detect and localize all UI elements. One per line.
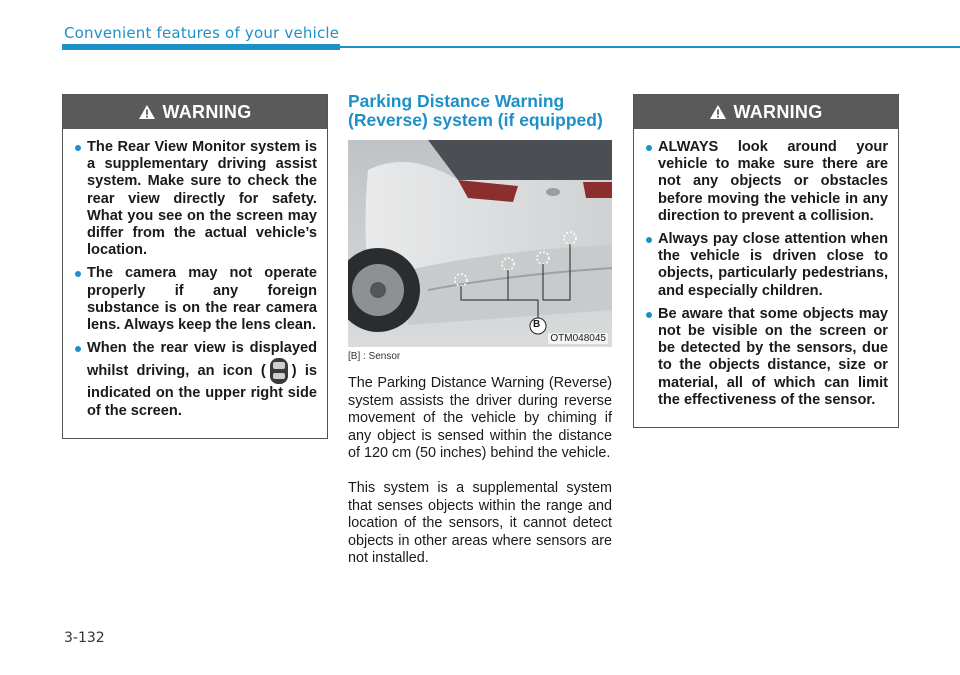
left-warning-box — [62, 94, 328, 439]
image-code: OTM048045 — [550, 333, 606, 344]
chapter-title: Convenient features of your vehicle — [64, 24, 340, 42]
suv-rear-illustration — [348, 140, 612, 347]
left-warning-header — [63, 95, 327, 129]
left-warning-item-2: The camera may not operate properly if any foreign substance is on the rear camera lens. Always keep the lens clean. — [75, 265, 317, 334]
header-rule-thick — [62, 44, 340, 50]
right-warning-box — [633, 94, 899, 428]
section-title: Parking Distance Warning (Reverse) system (if equipped) — [348, 91, 603, 130]
image-caption: [B] : Sensor — [348, 351, 401, 362]
page-number: 3-132 — [64, 630, 105, 646]
right-warning-header — [634, 95, 898, 129]
image-marker-b: B — [533, 319, 541, 330]
right-warning-heading: WARNING — [733, 101, 823, 122]
right-warning-item-3: Be aware that some objects may not be visible on the screen or be detected by the sensors, due to the objects distance, size or material, all of which can limit the effectiveness of the sensor. — [646, 306, 888, 409]
section-paragraph-2: This system is a supplemental system that senses objects within the range and location of the sensors, it cannot detect objects in other areas where sensors are not installed. — [348, 480, 612, 567]
left-warning-item-3-start: When the rear view is displayed whilst driving, an icon ( — [87, 340, 317, 380]
rear-camera-car-icon — [268, 357, 290, 385]
left-warning-list — [63, 129, 327, 438]
left-warning-heading: WARNING — [162, 101, 252, 122]
right-warning-item-2: Always pay close attention when the vehicle is driven close to objects, particularly pedestrians, and especially children. — [646, 231, 888, 300]
warning-triangle-icon — [709, 104, 727, 120]
warning-triangle-icon — [138, 104, 156, 120]
section-paragraph-1: The Parking Distance Warning (Reverse) system assists the driver during reverse movement of the vehicle by chiming if any object is sensed within the distance of 120 cm (50 inches) behind the vehicle. — [348, 375, 612, 462]
header-rule-thin — [340, 46, 960, 48]
right-warning-item-1: ALWAYS look around your vehicle to make sure there are not any objects or obstacles before moving the vehicle in any direction to prevent a collision. — [646, 139, 888, 225]
sensor-location-image — [348, 140, 612, 347]
right-warning-list — [634, 129, 898, 427]
left-warning-item-3 — [75, 340, 317, 420]
left-warning-item-3-end: ) is indicated on the upper right side of the screen. — [87, 363, 317, 419]
left-warning-item-1: The Rear View Monitor system is a supplementary driving assist system. Make sure to check the rear view directly for safety. What you see on the screen may differ from the actual vehicle’s location. — [75, 139, 317, 259]
